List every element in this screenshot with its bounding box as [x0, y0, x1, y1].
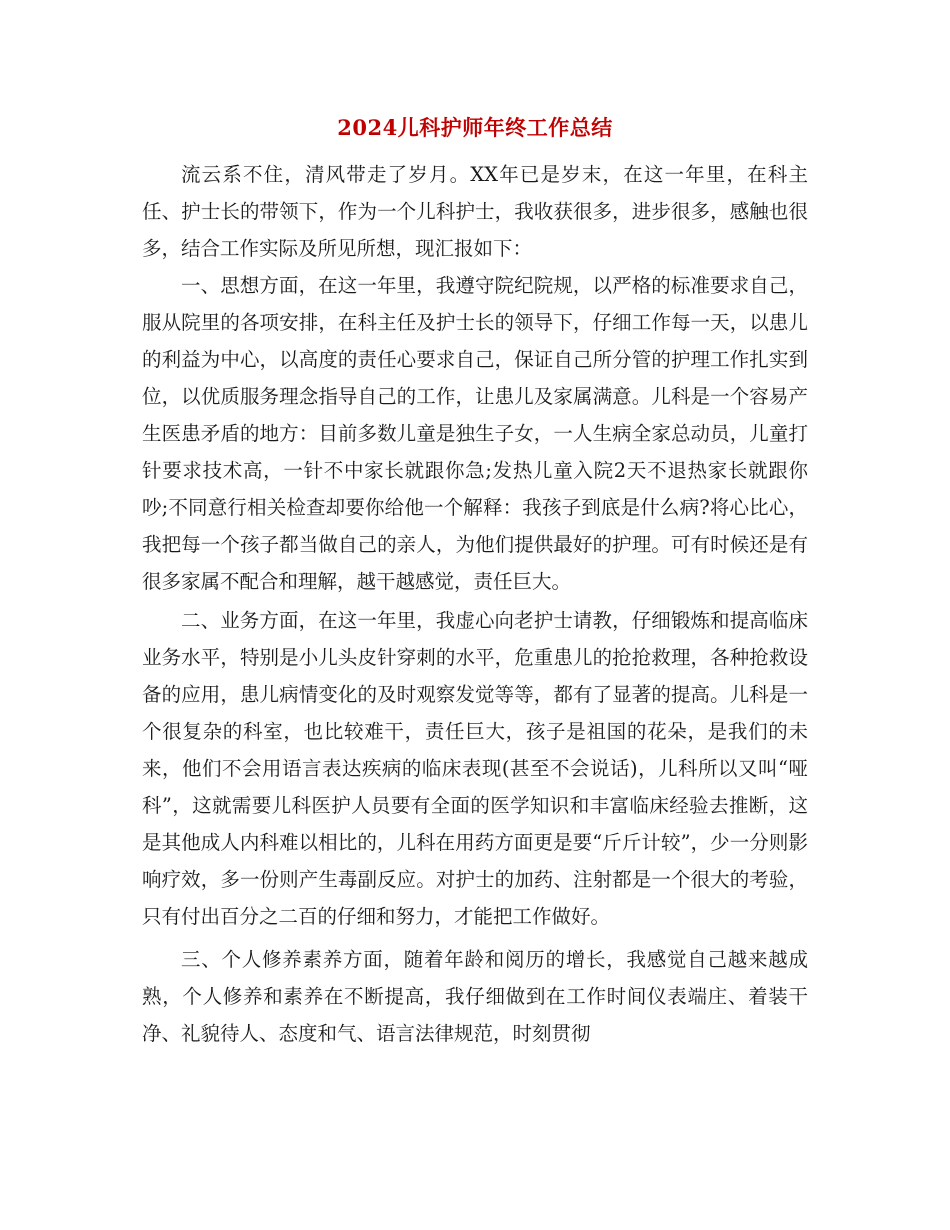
document-title: 2024儿科护师年终工作总结: [337, 115, 613, 140]
paragraph-cultivation: 三、个人修养素养方面，随着年龄和阅历的增长，我感觉自己越来越成熟，个人修养和素养在不断提高，我仔细做到在工作时间仪表端庄、着装干净、礼貌待人、态度和气、语言法律规范，时刻贯彻: [142, 948, 808, 1045]
paragraph-business: 二、业务方面，在这一年里，我虚心向老护士请教，仔细锻炼和提高临床业务水平，特别是小儿头皮针穿刺的水平，危重患儿的抢抢救理，各种抢救设备的应用，患儿病情变化的及时观察发觉等等，都有了显著的提高。儿科是一个很复杂的科室，也比较难干，责任巨大，孩子是祖国的花朵，是我们的未来，他们不会用语言表达疾病的临床表现(甚至不会说话)，儿科所以又叫“哑科”，这就需要儿科医护人员要有全面的医学知识和丰富临床经验去推断，这是其他成人内科难以相比的，儿科在用药方面更是要“斤斤计较”，少一分则影响疗效，多一份则产生毒副反应。对护士的加药、注射都是一个很大的考验，只有付出百分之二百的仔细和努力，才能把工作做好。: [142, 609, 808, 928]
paragraph-intro: 流云系不住，清风带走了岁月。XX年已是岁末，在这一年里，在科主任、护士长的带领下，作为一个儿科护士，我收获很多，进步很多，感触也很多，结合工作实际及所见所想，现汇报如下：: [142, 163, 808, 260]
document-body: [142, 156, 808, 1052]
paragraph-thought: 一、思想方面，在这一年里，我遵守院纪院规，以严格的标准要求自己，服从院里的各项安排，在科主任及护士长的领导下，仔细工作每一天，以患儿的利益为中心，以高度的责任心要求自己，保证自己所分管的护理工作扎实到位，以优质服务理念指导自己的工作，让患儿及家属满意。儿科是一个容易产生医患矛盾的地方：目前多数儿童是独生子女，一人生病全家总动员，儿童打针要求技术高，一针不中家长就跟你急;发热儿童入院2天不退热家长就跟你吵;不同意行相关检查却要你给他一个解释：我孩子到底是什么病?将心比心，我把每一个孩子都当做自己的亲人，为他们提供最好的护理。可有时候还是有很多家属不配合和理解，越干越感觉，责任巨大。: [142, 274, 808, 593]
